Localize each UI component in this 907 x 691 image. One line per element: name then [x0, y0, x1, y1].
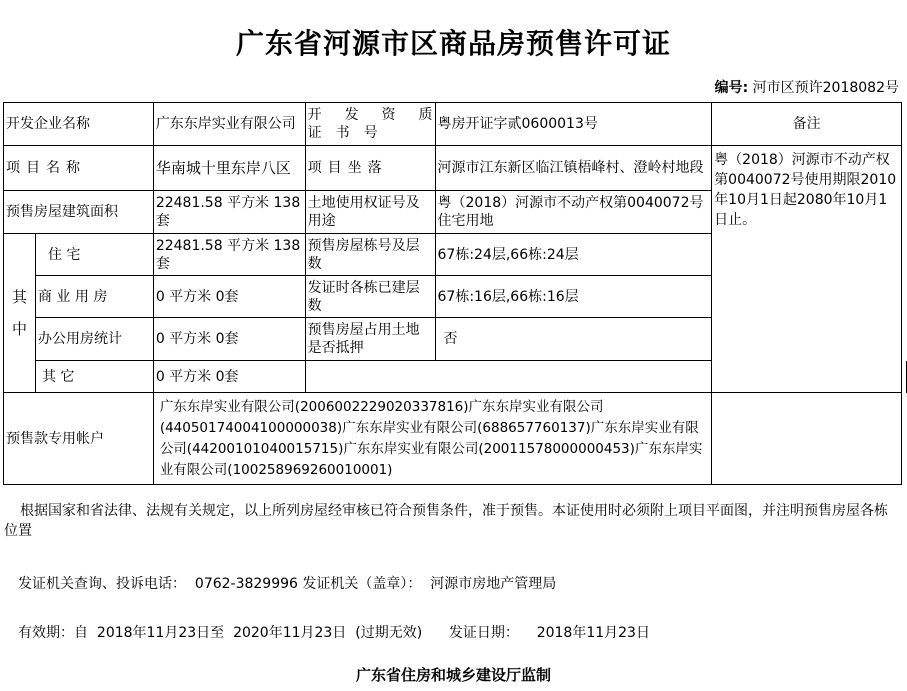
commercial-value: 0 平方米 0套 [153, 276, 305, 318]
issuer-label: 发证机关（盖章）： [302, 576, 422, 592]
table-row [4, 103, 907, 146]
statement: 根据国家和省法律、法规有关规定，以上所列房屋经审核已符合预售条件，准于预售。本证使用时必须附上项目平面图，并注明预售房屋各栋位置 [4, 503, 888, 539]
mortgage-value: 否 [435, 318, 712, 361]
validity-note: (过期无效) [355, 625, 423, 641]
validity-line [18, 622, 650, 642]
location-label: 项目坐落 [305, 146, 435, 191]
permit-table [3, 102, 907, 485]
cert-number-value: 河市区预许2018082号 [752, 80, 899, 96]
table-row [4, 146, 907, 191]
built-floors-value: 67栋:16层,66栋:16层 [435, 276, 712, 318]
table-row [4, 393, 907, 485]
location-value: 河源市江东新区临江镇梧峰村、澄岭村地段 [435, 146, 712, 191]
land-cert-value: 粤（2018）河源市不动产权第0040072号 住宅用地 [435, 191, 712, 234]
commercial-label: 商 业 用 房 [35, 276, 153, 318]
land-cert-label: 土地使用权证号及用途 [305, 191, 435, 234]
other-value: 0 平方米 0套 [153, 361, 305, 393]
footer: 广东省住房和城乡建设厅监制 [355, 666, 551, 684]
remarks-value: 粤（2018）河源市不动产权第0040072号使用期限2010年10月1日起2080年10月1日止。 [712, 146, 902, 393]
page-title: 广东省河源市区商品房预售许可证 [235, 27, 671, 60]
residential-label: 住 宅 [35, 234, 153, 276]
residential-value: 22481.58 平方米 138套 [153, 234, 305, 276]
issuer-value: 河源市房地产管理局 [430, 576, 557, 592]
validity-label: 有效期：自 [18, 625, 88, 641]
contact-phone: 0762-3829996 [194, 576, 298, 592]
other-label: 其 它 [35, 361, 153, 393]
remarks-label: 备注 [712, 103, 902, 146]
issue-date-label: 发证日期： [448, 625, 519, 641]
developer-value: 广东东岸实业有限公司 [153, 103, 305, 146]
validity-from: 2018年11月23日至 [96, 625, 225, 641]
among-label: 其中 [4, 234, 36, 393]
empty-cell [902, 361, 907, 393]
office-value: 0 平方米 0套 [153, 318, 305, 361]
office-label: 办公用房统计 [35, 318, 153, 361]
presale-area-label: 预售房屋建筑面积 [4, 191, 154, 234]
project-name-value: 华南城十里东岸八区 [153, 146, 305, 191]
building-no-label: 预售房屋栋号及层数 [305, 234, 435, 276]
mortgage-label: 预售房屋占用土地是否抵押 [305, 318, 435, 361]
qualification-label: 开 发 资 质 证 书 号 [305, 103, 435, 146]
account-label: 预售款专用帐户 [4, 393, 154, 485]
building-no-value: 67栋:24层,66栋:24层 [435, 234, 712, 276]
cert-number-label: 编号: [714, 80, 749, 96]
account-value: 广东东岸实业有限公司(2006002229020337816)广东东岸实业有限公司(44050174004100000038)广东东岸实业有限公司(688657760137)广东东岸实业有限公司(44200101040015715)广东东岸实业有限公司(20011578000000453)广东东岸实业有限公司(100258969260010001) [153, 393, 711, 485]
presale-area-value: 22481.58 平方米 138套 [153, 191, 305, 234]
cert-number [715, 77, 899, 97]
validity-to: 2020年11月23日 [233, 625, 347, 641]
empty-cell [305, 361, 711, 393]
contact-line [18, 573, 556, 593]
contact-label: 发证机关查询、投诉电话： [18, 576, 186, 592]
project-name-label: 项目名称 [4, 146, 154, 191]
developer-label: 开发企业名称 [4, 103, 154, 146]
empty-cell [712, 393, 902, 485]
issue-date-value: 2018年11月23日 [536, 625, 650, 641]
built-floors-label: 发证时各栋已建层数 [305, 276, 435, 318]
qualification-value: 粤房开证字贰0600013号 [435, 103, 712, 146]
